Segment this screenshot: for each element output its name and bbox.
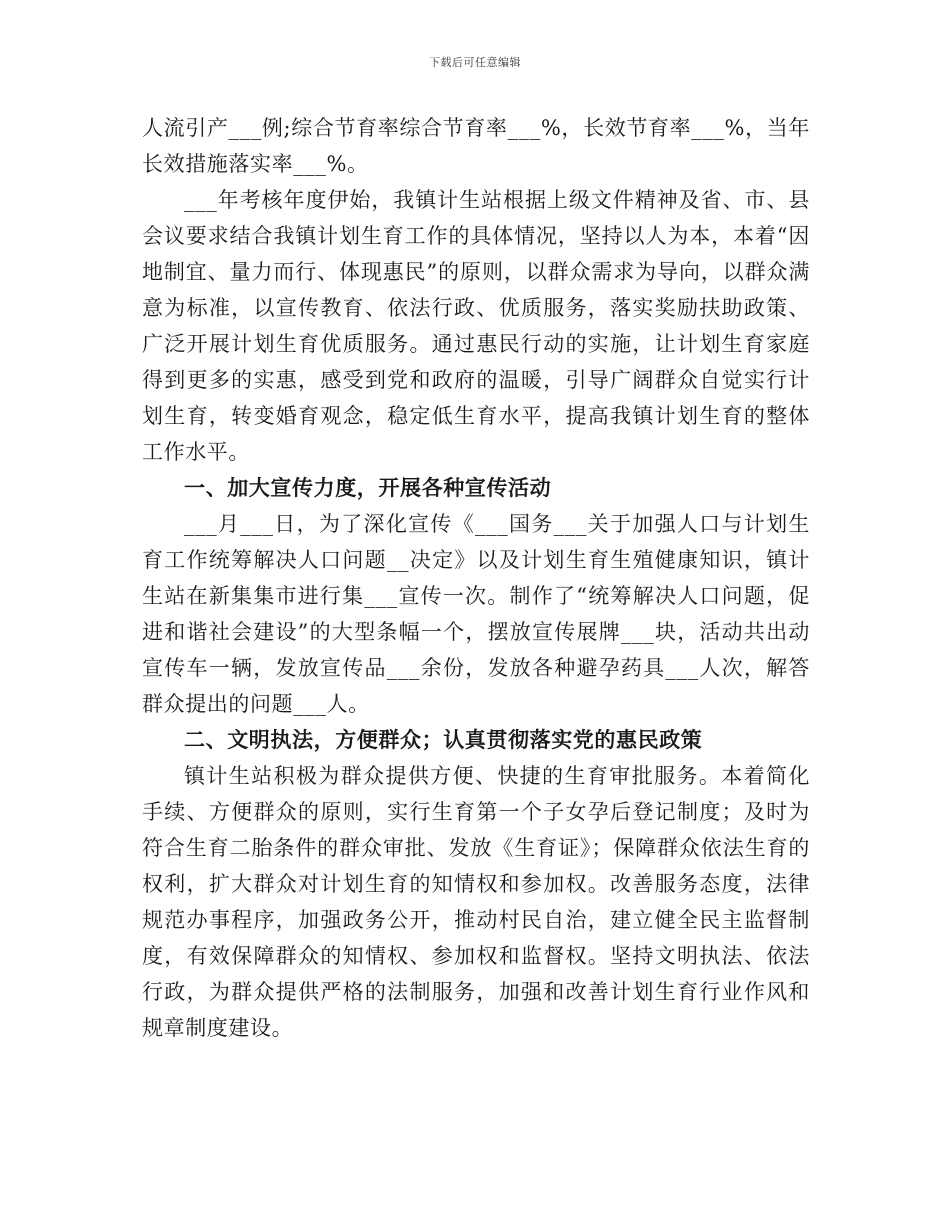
paragraph-law-enforcement: 镇计生站积极为群众提供方便、快捷的生育审批服务。本着简化手续、方便群众的原则，实行生育第一个子女孕后登记制度；及时为符合生育二胎条件的群众审批、发放《生育证》；保障群众依法生育的权利，扩大群众对计划生育的知情权和参加权。改善服务态度，法律规范办事程序，加强政务公开，推动村民自治，建立健全民主监督制度，有效保障群众的知情权、参加权和监督权。坚持文明执法、依法行政，为群众提供严格的法制服务，加强和改善计划生育行业作风和规章制度建设。 bbox=[142, 764, 810, 1040]
paragraph-statistics: 人流引产___例;综合节育率综合节育率___%，长效节育率___%，当年长效措施落实率___%。 bbox=[142, 116, 810, 176]
paragraph-publicity: ___月___日，为了深化宣传《___国务___关于加强人口与计划生育工作统筹解决人口问题__决定》以及计划生育生殖健康知识，镇计生站在新集集市进行集___宣传一次。制作了“统筹解决人口问题，促进和谐社会建设”的大型条幅一个，摆放宣传展牌___块，活动共出动宣传车一辆，发放宣传品___余份，发放各种避孕药具___人次，解答群众提出的问题___人。 bbox=[142, 512, 810, 716]
section-heading-law-enforcement: 二、文明执法，方便群众；认真贯彻落实党的惠民政策 bbox=[184, 727, 703, 752]
page-header: 下载后可任意编辑 bbox=[429, 56, 521, 69]
section-heading-publicity: 一、加大宣传力度，开展各种宣传活动 bbox=[184, 475, 552, 500]
paragraph-introduction: ___年考核年度伊始，我镇计生站根据上级文件精神及省、市、县会议要求结合我镇计划生育工作的具体情况，坚持以人为本，本着“因地制宜、量力而行、体现惠民”的原则，以群众需求为导向，以群众满意为标准，以宣传教育、依法行政、优质服务，落实奖励扶助政策、广泛开展计划生育优质服务。通过惠民行动的实施，让计划生育家庭得到更多的实惠，感受到党和政府的温暖，引导广阔群众自觉实行计划生育，转变婚育观念，稳定低生育水平，提高我镇计划生育的整体工作水平。 bbox=[142, 188, 810, 464]
document-body bbox=[142, 110, 810, 1046]
